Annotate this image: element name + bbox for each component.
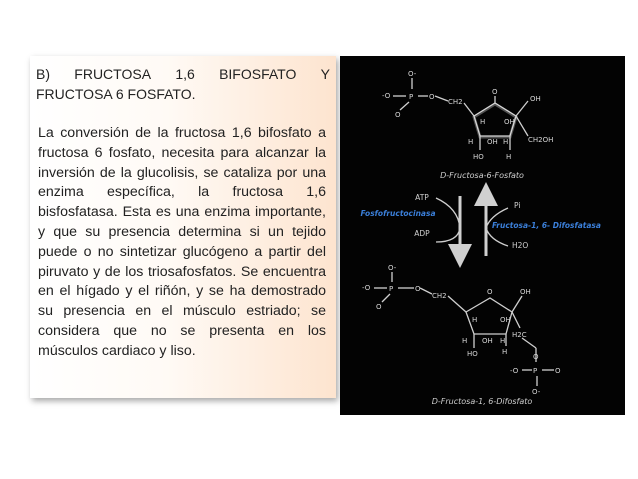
pi-label: Pi xyxy=(514,201,521,210)
atom-label: OH xyxy=(504,118,515,126)
bond xyxy=(464,103,474,116)
atp-label: ATP xyxy=(415,193,429,202)
atom-label: CH2 xyxy=(432,292,447,300)
atom-label: O xyxy=(415,285,421,293)
atom-label: H xyxy=(502,348,508,356)
atom-label: P xyxy=(409,93,414,101)
bond xyxy=(435,96,448,101)
atom-label: O- xyxy=(388,264,397,272)
atom-label: O xyxy=(555,367,561,375)
adp-curve xyxy=(436,228,460,242)
atom-label: O xyxy=(487,288,493,296)
bond xyxy=(382,294,390,302)
heading-word: 1,6 xyxy=(175,66,195,82)
atom-label: HO xyxy=(473,153,484,161)
bottom-molecule-label: D-Fructosa-1, 6-Difosfato xyxy=(431,397,533,406)
heading-line-2: FRUCTOSA 6 FOSFATO. xyxy=(36,86,196,102)
text-panel xyxy=(30,56,336,398)
atom-label: -O xyxy=(382,92,391,100)
atom-label: CH2OH xyxy=(528,136,554,144)
body-paragraph: La conversión de la fructosa 1,6 bifosfato a fructosa 6 fosfato, necesita para alcanzar la inversión de la glucolisis, se cataliza por una enzima específica, la fructosa 1,6 bisfosfatasa. Esta es una enzima importante, y que su presencia determina si un tejido puede o no sintetizar glucógeno a partir del piruvato y de los triosafosfatos. Se encuentra en el hígado y el riñón, y se ha demostrado su presencia en el músculo estriado; se considera que no se presenta en los músculos cardiaco y liso. xyxy=(38,125,326,359)
atom-label: H xyxy=(472,316,478,324)
atom-label: H xyxy=(468,138,474,146)
atom-label: OH xyxy=(487,138,498,146)
atom-label: P xyxy=(389,285,394,293)
bond xyxy=(522,338,536,348)
atom-label: O xyxy=(395,111,401,119)
heading-word: FRUCTOSA xyxy=(74,66,152,82)
heading-word: BIFOSFATO xyxy=(219,66,297,82)
bond xyxy=(420,288,432,294)
atom-label: H xyxy=(503,138,509,146)
atom-label: O- xyxy=(408,70,417,78)
top-molecule-label: D-Fructosa-6-Fosfato xyxy=(440,171,524,180)
atom-label: -O xyxy=(510,367,519,375)
adp-label: ADP xyxy=(414,229,430,238)
h2o-curve xyxy=(486,228,508,246)
atom-label: HO xyxy=(467,350,478,358)
heading-word: B) xyxy=(36,66,50,82)
atom-label: OH xyxy=(500,316,511,324)
slide-heading xyxy=(36,64,330,104)
atom-label: CH2 xyxy=(448,98,463,106)
atom-label: H xyxy=(462,337,468,345)
bond xyxy=(516,101,528,116)
atom-label: H xyxy=(480,118,486,126)
atom-label: O xyxy=(429,93,435,101)
bond xyxy=(516,116,528,136)
atp-curve xyxy=(436,198,460,228)
atom-label: OH xyxy=(530,95,541,103)
reaction-diagram xyxy=(340,56,625,415)
atom-label: O xyxy=(533,353,539,361)
atom-label: O- xyxy=(532,388,541,396)
atom-label: O xyxy=(376,303,382,311)
atom-label: H xyxy=(506,153,512,161)
atom-label: H xyxy=(500,337,506,345)
atom-label: O xyxy=(492,88,498,96)
bond xyxy=(512,296,522,312)
atom-label: OH xyxy=(520,288,531,296)
atom-label: OH xyxy=(482,337,493,345)
diagram-svg xyxy=(340,56,625,415)
left-enzyme-label: Fosfofructocinasa xyxy=(360,209,436,218)
right-enzyme-label: Fructosa-1, 6- Difosfatasa xyxy=(492,221,601,230)
bond xyxy=(512,312,520,328)
atom-label: P xyxy=(533,367,538,375)
bond xyxy=(448,296,466,312)
atom-label: -O xyxy=(362,284,371,292)
h2o-label: H2O xyxy=(512,241,529,250)
heading-word: Y xyxy=(320,66,330,82)
atom-label: H2C xyxy=(512,331,527,339)
heading-line-1 xyxy=(36,64,330,84)
bond xyxy=(400,102,409,110)
